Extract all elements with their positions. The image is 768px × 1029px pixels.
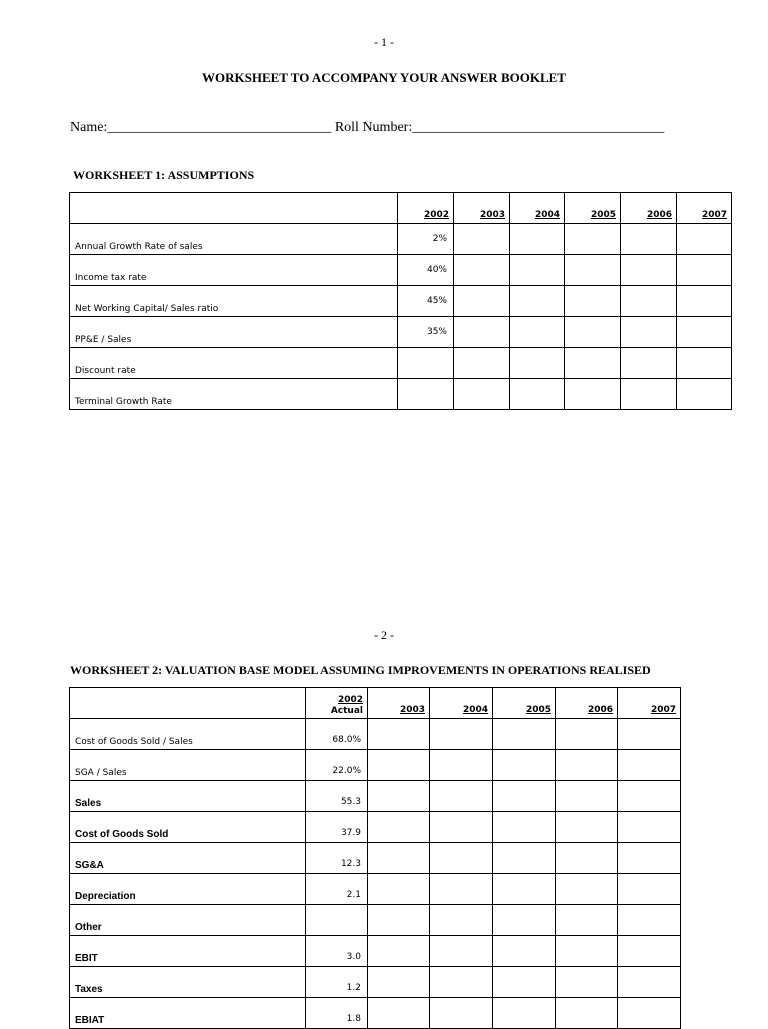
- input-cell[interactable]: [565, 286, 621, 317]
- row-label: EBIAT: [70, 998, 306, 1029]
- input-cell[interactable]: [556, 936, 618, 967]
- input-cell[interactable]: [368, 905, 430, 936]
- row-label: Discount rate: [70, 348, 398, 379]
- input-cell[interactable]: [621, 224, 677, 255]
- actual-label: Actual: [330, 706, 363, 716]
- input-cell[interactable]: [677, 224, 732, 255]
- value-cell: 45%: [398, 286, 454, 317]
- year-header: 2006: [621, 193, 677, 224]
- input-cell[interactable]: [621, 348, 677, 379]
- input-cell[interactable]: [368, 719, 430, 750]
- input-cell[interactable]: [398, 348, 454, 379]
- input-cell[interactable]: [677, 379, 732, 410]
- input-cell[interactable]: [493, 905, 556, 936]
- page-number-2: - 2 -: [374, 628, 394, 642]
- row-label: Annual Growth Rate of sales: [70, 224, 398, 255]
- year-header: 2002: [398, 193, 454, 224]
- input-cell[interactable]: [556, 812, 618, 843]
- actual-value: 55.3: [306, 781, 368, 812]
- table-row: [70, 936, 681, 967]
- input-cell[interactable]: [618, 843, 681, 874]
- row-label: Net Working Capital/ Sales ratio: [70, 286, 398, 317]
- input-cell[interactable]: [430, 750, 493, 781]
- actual-value: 37.9: [306, 812, 368, 843]
- value-cell: 35%: [398, 317, 454, 348]
- roll-number-label: Roll Number:: [334, 120, 413, 135]
- name-field[interactable]: ________________________________: [107, 120, 332, 135]
- input-cell[interactable]: [565, 317, 621, 348]
- input-cell[interactable]: [493, 874, 556, 905]
- row-label: Depreciation: [70, 874, 306, 905]
- input-cell[interactable]: [677, 317, 732, 348]
- input-cell[interactable]: [430, 843, 493, 874]
- worksheet-2-title: WORKSHEET 2: VALUATION BASE MODEL ASSUMING IMPROVEMENTS IN OPERATIONS REALISED: [70, 663, 651, 677]
- input-cell[interactable]: [510, 379, 565, 410]
- input-cell[interactable]: [618, 812, 681, 843]
- input-cell[interactable]: [510, 224, 565, 255]
- input-cell[interactable]: [677, 348, 732, 379]
- input-cell[interactable]: [510, 348, 565, 379]
- valuation-table: [69, 687, 681, 1029]
- input-cell[interactable]: [618, 936, 681, 967]
- year-header: 2004: [510, 193, 565, 224]
- table-row: [70, 781, 681, 812]
- row-label: Sales: [70, 781, 306, 812]
- actual-year: 2002: [337, 695, 363, 705]
- input-cell[interactable]: [510, 317, 565, 348]
- roll-number-field[interactable]: ____________________________________: [412, 120, 665, 135]
- year-header: 2007: [677, 193, 732, 224]
- input-cell[interactable]: [398, 379, 454, 410]
- input-cell[interactable]: [618, 874, 681, 905]
- input-cell[interactable]: [618, 781, 681, 812]
- actual-value: 3.0: [306, 936, 368, 967]
- input-cell[interactable]: [368, 812, 430, 843]
- input-cell[interactable]: [493, 936, 556, 967]
- row-label: Terminal Growth Rate: [70, 379, 398, 410]
- year-header: 2005: [565, 193, 621, 224]
- input-cell[interactable]: [454, 379, 510, 410]
- input-cell[interactable]: [368, 874, 430, 905]
- row-label: Income tax rate: [70, 255, 398, 286]
- value-cell: 40%: [398, 255, 454, 286]
- input-cell[interactable]: [556, 843, 618, 874]
- actual-value: 2.1: [306, 874, 368, 905]
- actual-value: 68.0%: [306, 719, 368, 750]
- input-cell[interactable]: [493, 812, 556, 843]
- input-cell[interactable]: [454, 224, 510, 255]
- table-row: [70, 348, 732, 379]
- input-cell[interactable]: [430, 781, 493, 812]
- input-cell[interactable]: [621, 286, 677, 317]
- input-cell[interactable]: [454, 317, 510, 348]
- input-cell[interactable]: [430, 905, 493, 936]
- input-cell[interactable]: [677, 255, 732, 286]
- input-cell[interactable]: [430, 812, 493, 843]
- name-roll-line: [70, 120, 664, 136]
- page-number-1: - 1 -: [374, 35, 394, 49]
- table-row: [70, 224, 732, 255]
- table-row: [70, 812, 681, 843]
- row-label: SG&A: [70, 843, 306, 874]
- input-cell[interactable]: [565, 224, 621, 255]
- input-cell[interactable]: [430, 719, 493, 750]
- row-label: Other: [70, 905, 306, 936]
- input-cell[interactable]: [430, 967, 493, 998]
- value-cell: 2%: [398, 224, 454, 255]
- header-empty-cell: [70, 193, 398, 224]
- year-header: 2003: [454, 193, 510, 224]
- input-cell[interactable]: [368, 843, 430, 874]
- input-cell[interactable]: [493, 843, 556, 874]
- input-cell[interactable]: [510, 286, 565, 317]
- input-cell[interactable]: [618, 719, 681, 750]
- table-row: [70, 317, 732, 348]
- input-cell[interactable]: [556, 967, 618, 998]
- row-label: PP&E / Sales: [70, 317, 398, 348]
- row-label: Cost of Goods Sold: [70, 812, 306, 843]
- actual-value: 22.0%: [306, 750, 368, 781]
- worksheet-1-title: WORKSHEET 1: ASSUMPTIONS: [73, 168, 255, 182]
- input-cell[interactable]: [454, 348, 510, 379]
- table-row: [70, 286, 732, 317]
- table-row: [70, 967, 681, 998]
- year-header: 2007: [618, 688, 681, 719]
- input-cell[interactable]: [368, 781, 430, 812]
- row-label: Cost of Goods Sold / Sales: [70, 719, 306, 750]
- input-cell[interactable]: [618, 967, 681, 998]
- table-row: [70, 719, 681, 750]
- table-row: [70, 255, 732, 286]
- input-cell[interactable]: [618, 905, 681, 936]
- row-label: EBIT: [70, 936, 306, 967]
- input-cell[interactable]: [618, 750, 681, 781]
- input-cell[interactable]: [510, 255, 565, 286]
- assumptions-table: [69, 192, 732, 410]
- header-empty-cell: [70, 688, 306, 719]
- input-cell[interactable]: [556, 905, 618, 936]
- input-cell[interactable]: [556, 750, 618, 781]
- actual-year-header: [306, 688, 368, 719]
- input-cell[interactable]: [621, 379, 677, 410]
- input-cell[interactable]: [454, 255, 510, 286]
- table-row: [70, 874, 681, 905]
- input-cell[interactable]: [493, 967, 556, 998]
- input-cell[interactable]: [430, 874, 493, 905]
- input-cell[interactable]: [565, 348, 621, 379]
- input-cell[interactable]: [493, 750, 556, 781]
- input-cell[interactable]: [565, 255, 621, 286]
- name-label: Name:: [70, 120, 108, 135]
- input-cell[interactable]: [368, 750, 430, 781]
- input-cell[interactable]: [556, 719, 618, 750]
- input-cell[interactable]: [677, 286, 732, 317]
- assumptions-header-row: [70, 193, 732, 224]
- year-header: 2004: [430, 688, 493, 719]
- table-row: [70, 379, 732, 410]
- input-cell[interactable]: [454, 286, 510, 317]
- actual-value: [306, 905, 368, 936]
- input-cell[interactable]: [493, 719, 556, 750]
- input-cell[interactable]: [493, 781, 556, 812]
- actual-value: 1.8: [306, 998, 368, 1029]
- year-header: 2006: [556, 688, 618, 719]
- row-label: SGA / Sales: [70, 750, 306, 781]
- input-cell[interactable]: [621, 255, 677, 286]
- input-cell[interactable]: [565, 379, 621, 410]
- table-row: [70, 750, 681, 781]
- input-cell[interactable]: [556, 781, 618, 812]
- table-row: [70, 843, 681, 874]
- page-title: WORKSHEET TO ACCOMPANY YOUR ANSWER BOOKLET: [202, 70, 566, 85]
- input-cell[interactable]: [556, 874, 618, 905]
- input-cell[interactable]: [621, 317, 677, 348]
- valuation-header-row: [70, 688, 681, 719]
- year-header: 2005: [493, 688, 556, 719]
- input-cell[interactable]: [368, 967, 430, 998]
- year-header: 2003: [368, 688, 430, 719]
- row-label: Taxes: [70, 967, 306, 998]
- actual-value: 1.2: [306, 967, 368, 998]
- input-cell[interactable]: [430, 936, 493, 967]
- input-cell[interactable]: [368, 936, 430, 967]
- table-row: [70, 905, 681, 936]
- actual-value: 12.3: [306, 843, 368, 874]
